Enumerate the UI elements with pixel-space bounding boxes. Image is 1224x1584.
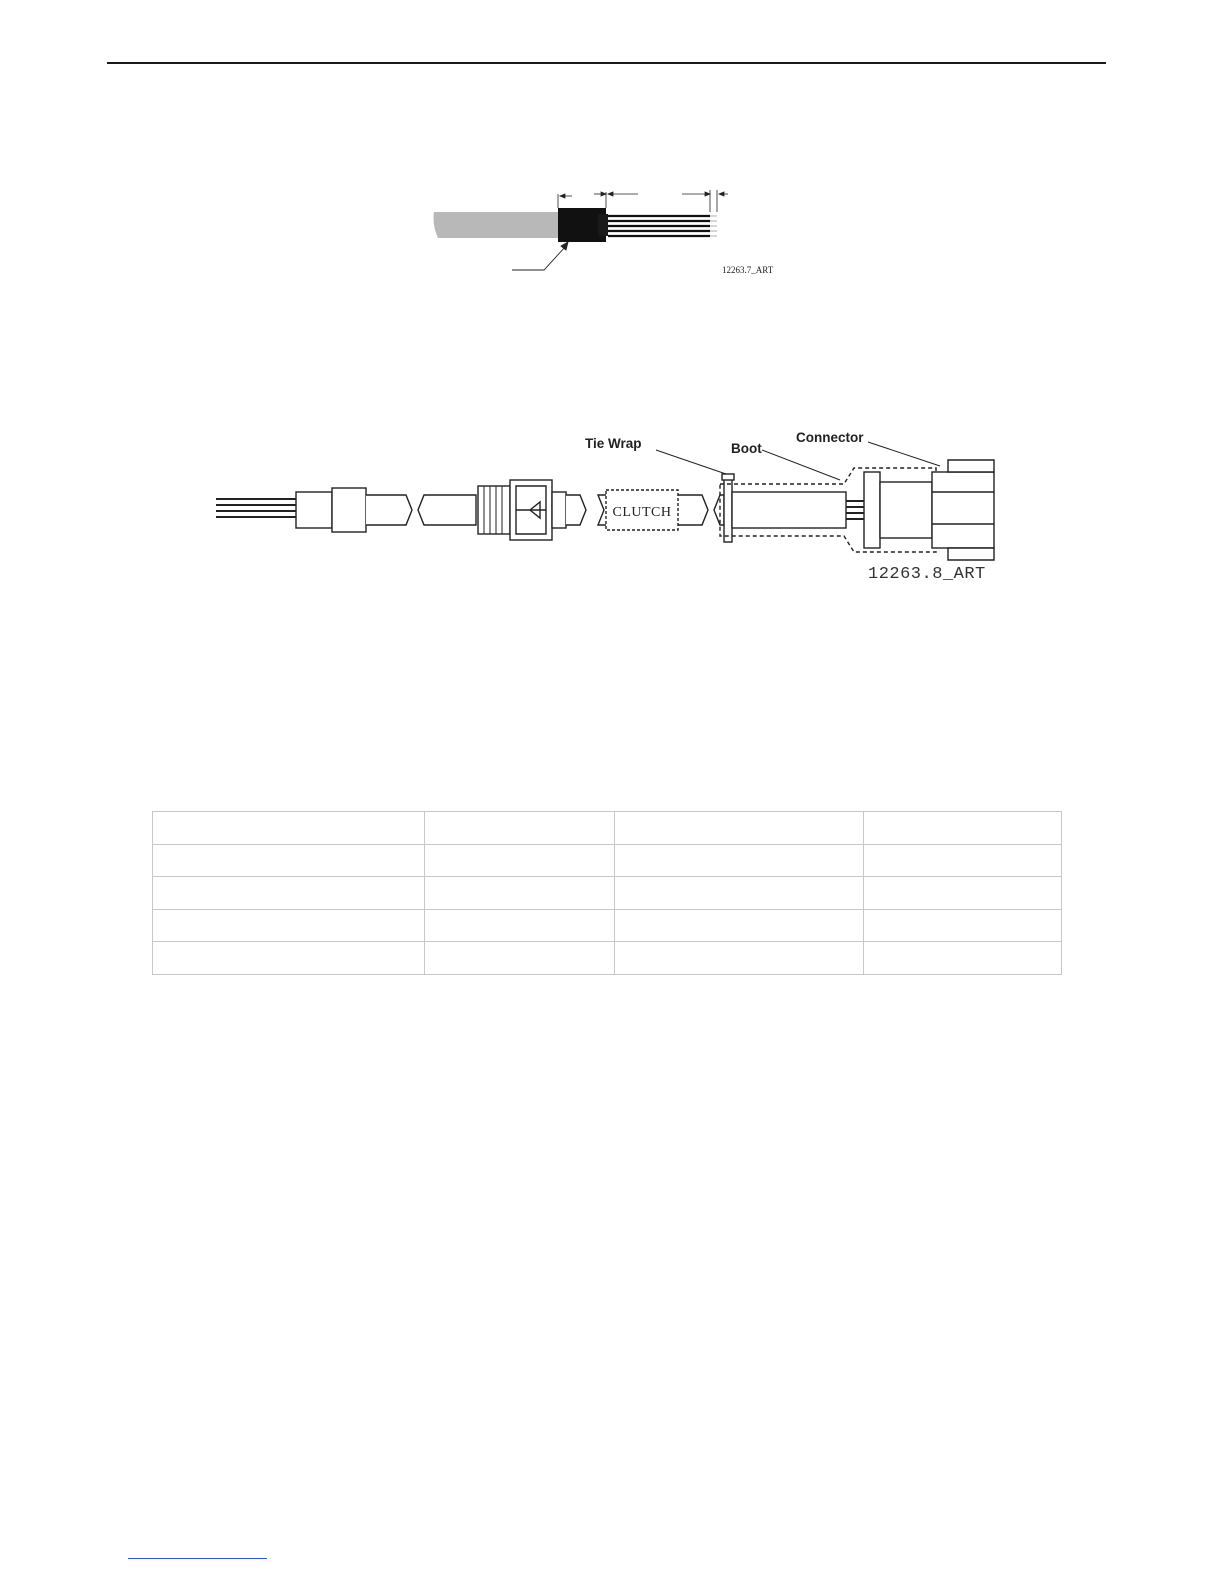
table-cell	[153, 844, 425, 877]
conductor-tips	[710, 216, 717, 236]
assembly-wires	[216, 499, 296, 517]
callout-leaders	[656, 442, 940, 480]
table-cell	[615, 942, 864, 975]
table-cell	[864, 844, 1062, 877]
table-cell	[153, 909, 425, 942]
cable-break	[418, 495, 476, 525]
table-cell	[425, 844, 615, 877]
footer-link-underline[interactable]	[128, 1558, 267, 1559]
table-cell	[153, 877, 425, 910]
callout-tie-wrap: Tie Wrap	[585, 436, 642, 451]
tie-wrap	[724, 478, 732, 542]
clutch-label: CLUTCH	[612, 505, 672, 520]
callout-connector: Connector	[796, 430, 864, 445]
connector-lip-top	[948, 460, 994, 472]
table-cell	[615, 877, 864, 910]
figure2-id-label: 12263.8_ART	[868, 565, 986, 584]
table-cell	[615, 812, 864, 845]
cable-jacket	[434, 212, 561, 238]
table-row	[153, 844, 1062, 877]
callout-boot: Boot	[731, 441, 762, 456]
cable-segment	[366, 495, 412, 525]
table-cell	[864, 942, 1062, 975]
table-cell	[153, 812, 425, 845]
spec-table	[152, 811, 1062, 975]
table-cell	[425, 909, 615, 942]
table-row	[153, 942, 1062, 975]
table-cell	[425, 812, 615, 845]
table-row	[153, 909, 1062, 942]
table-cell	[864, 877, 1062, 910]
header-rule	[107, 62, 1106, 64]
ferrule-sleeve	[332, 488, 366, 532]
table-cell	[425, 942, 615, 975]
sleeve-step	[598, 214, 608, 236]
connector-lip-bottom	[948, 548, 994, 560]
gland-nut	[478, 486, 510, 534]
table-cell	[864, 812, 1062, 845]
connector-shell	[932, 472, 994, 548]
conductors	[608, 216, 710, 236]
figure1-id-label: 12263.7_ART	[722, 265, 774, 275]
table-cell	[615, 909, 864, 942]
table-cell	[425, 877, 615, 910]
connector-flange	[864, 472, 880, 548]
table-cell	[153, 942, 425, 975]
ferrule	[296, 492, 332, 528]
table-row	[153, 877, 1062, 910]
table-cell	[615, 844, 864, 877]
boot-cable	[732, 492, 846, 528]
table-cell	[864, 909, 1062, 942]
connector-insert	[880, 482, 932, 538]
table-row	[153, 812, 1062, 845]
gland-tail	[552, 492, 566, 528]
sleeve-leader	[512, 242, 568, 270]
